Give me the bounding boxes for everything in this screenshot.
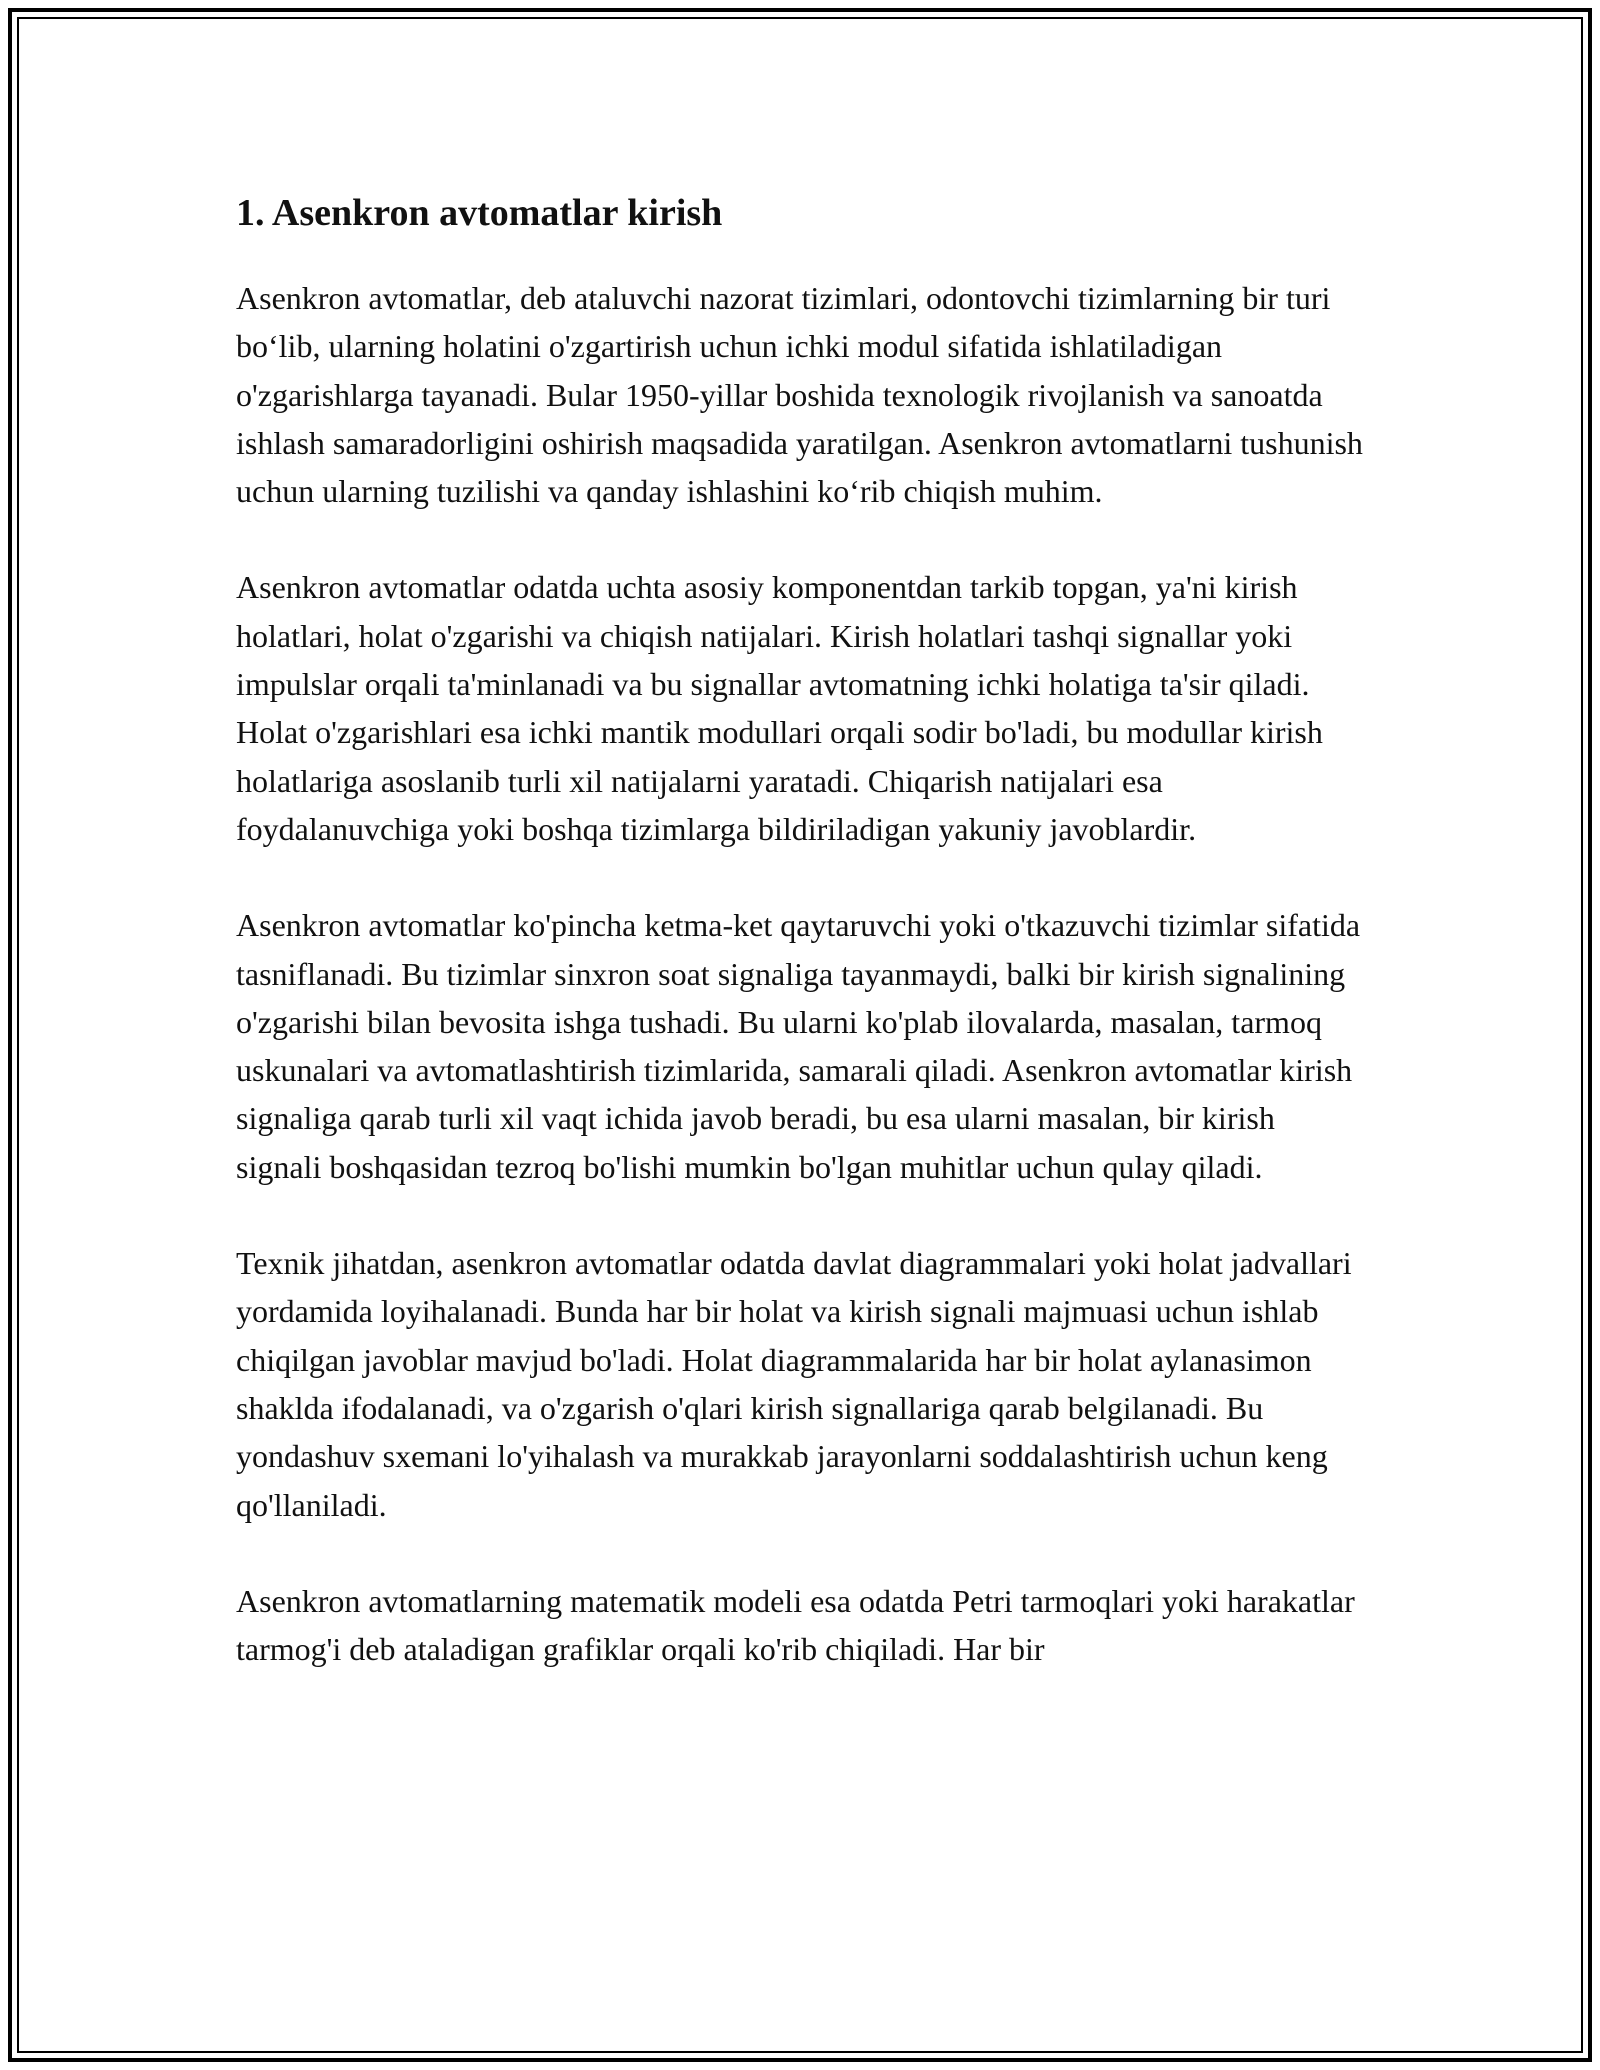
- paragraph-3: Asenkron avtomatlar ko'pincha ketma-ket qaytaruvchi yoki o'tkazuvchi tizimlar sifatida tasniflanadi. Bu tizimlar sinxron soat signaliga tayanmaydi, balki bir kirish signalining o'zgarishi bilan bevosita ishga tushadi. Bu ularni ko'plab ilovalarda, masalan, tarmoq uskunalari va avtomatlashtirish tizimlarida, samarali qiladi. Asenkron avtomatlar kirish signaliga qarab turli xil vaqt ichida javob beradi, bu esa ularni masalan, bir kirish signali boshqasidan tezroq bo'lishi mumkin bo'lgan muhitlar uchun qulay qiladi.: [236, 907, 1361, 1185]
- paragraph-5: Asenkron avtomatlarning matematik modeli esa odatda Petri tarmoqlari yoki harakatlar tarmog'i deb ataladigan grafiklar orqali ko'rib chiqiladi. Har bir: [236, 1582, 1355, 1668]
- paragraph-2: Asenkron avtomatlar odatda uchta asosiy komponentdan tarkib topgan, ya'ni kirish holatlari, holat o'zgarishi va chiqish natijalari. Kirish holatlari tashqi signallar yoki impulslar orqali ta'minlanadi va bu signallar avtomatning ichki holatiga ta'sir qiladi. Holat o'zgarishlari esa ichki mantik modullari orqali sodir bo'ladi, bu modullar kirish holatlariga asoslanib turli xil natijalarni yaratadi. Chiqarish natijalari esa foydalanuvchiga yoki boshqa tizimlarga bildiriladigan yakuniy javoblardir.: [236, 569, 1323, 847]
- paragraph-4: Texnik jihatdan, asenkron avtomatlar odatda davlat diagrammalari yoki holat jadvallari yordamida loyihalanadi. Bunda har bir holat va kirish signali majmuasi uchun ishlab chiqilgan javoblar mavjud bo'ladi. Holat diagrammalarida har bir holat aylanasimon shaklda ifodalanadi, va o'zgarish o'qlari kirish signallariga qarab belgilanadi. Bu yondashuv sxemani lo'yihalash va murakkab jarayonlarni soddalashtirish uchun keng qo'llaniladi.: [236, 1245, 1352, 1523]
- paragraph-1: Asenkron avtomatlar, deb ataluvchi nazorat tizimlari, odontovchi tizimlarning bir turi bo‘lib, ularning holatini o'zgartirish uchun ichki modul sifatida ishlatiladigan o'zgarishlarga tayanadi. Bular 1950-yillar boshida texnologik rivojlanish va sanoatda ishlash samaradorligini oshirish maqsadida yaratilgan. Asenkron avtomatlarni tushunish uchun ularning tuzilishi va qanday ishlashini ko‘rib chiqish muhim.: [236, 280, 1363, 510]
- document-body: [236, 180, 1366, 1721]
- section-heading: 1. Asenkron avtomatlar kirish: [236, 192, 723, 234]
